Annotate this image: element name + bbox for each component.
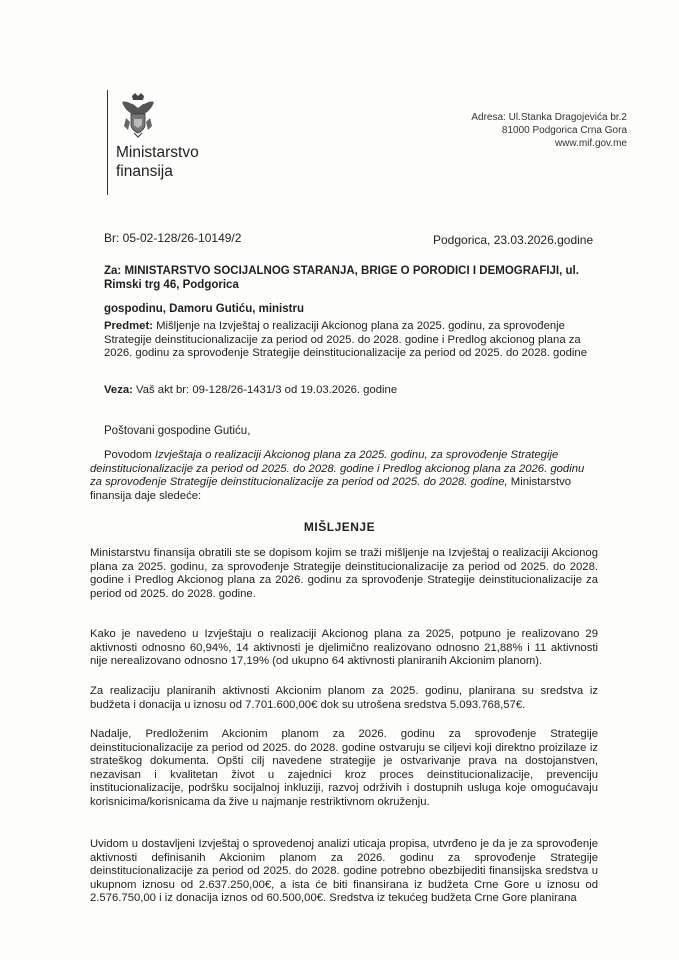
salutation: Poštovani gospodine Gutiću, [104,425,251,437]
letterhead-divider [107,90,108,195]
body-paragraph-3: Za realizaciju planiranih aktivnosti Akcionim planom za 2025. godinu, planirana su sredstva iz budžeta i donacija u iznosu od 7.701.600,00€ dok su utrošena sredstva 5.093.768,57€. [90,685,598,711]
reference [104,384,397,396]
body-paragraph-4: Nadalje, Predloženim Akcionim planom za 2026. godinu za sprovođenje Strategije deinstitucionalizacije za period od 2025. do 2028. godine ostvaruju se ciljevi koji direktno proizilaze iz strateškog dokumenta. Opšti cilj navedene strategije je ostvarivanje prava na dostojanstven, nezavisan i kvalitetan život u zajednici kroz proces deinstitucionalizacije, prevenciju institucionalizacije, podršku socijalnoj inkluziji, razvoj održivih i dostupnih usluga koje omogućavaju korisnicima/korisnicama da žive u najmanje restriktivnom okruženju. [90,728,598,808]
intro-lead: Povodom [104,449,152,461]
address-city: 81000 Podgorica Crna Gora [501,125,627,136]
coat-of-arms-icon [118,92,158,138]
recipient-person: gospodinu, Damoru Gutiću, ministru [104,303,304,315]
intro-italic: Izvještaja o realizaciji Akcionog plana za 2025. godinu, za sprovođenje Strategije deinstitucionalizacije za period od 2025. do 2028. godine i Predlog akcionog plana za 2026. godinu za sprovođenje Strategije deinstitucionalizacije za period od 2025. do 2028. godine, [90,449,585,488]
intro-paragraph [90,449,598,503]
reference-label: Veza: [104,384,133,396]
opinion-heading: MIŠLJENJE [303,520,376,534]
body-paragraph-2: Kako je navedeno u Izvještaju o realizaciji Akcionog plana za 2025, potpuno je realizovano 29 aktivnosti odnosno 60,94%, 14 aktivnosti je djelimično realizovano odnosno 21,88% i 11 aktivnosti nije nerealizovano odnosno 17,19% (od ukupno 64 aktivnosti planiranih Akcionim planom). [90,628,598,667]
reference-number: Br: 05-02-128/26-10149/2 [104,231,242,245]
subject [104,320,596,361]
ministry-name-line2: finansija [116,163,173,180]
address-website: www.mif.gov.me [554,138,627,149]
body-paragraph-1: Ministarstvu finansija obratili ste se dopisom kojim se traži mišljenje na Izvještaj o realizaciji Akcionog plana za 2025. godinu, za sprovođenje Strategije deinstitucionalizacije za period od 2025. do 2028. godine i Predlog Akcionog plana za 2026. godinu za sprovođenje Strategije deinstitucionalizacije za period od 2025. do 2028. godine. [90,547,598,600]
subject-label: Predmet: [104,320,153,332]
subject-text: Mišljenje na Izvještaj o realizaciji Akcionog plana za 2025. godinu, za sprovođenje Strategije deinstitucionalizacije za period od 2025. do 2028. godine i Predlog akcionog plana za 2026. godinu za sprovođenje Strategije deinstitucionalizacije za period od 2025. do 2028. godine [104,320,587,359]
recipient-line: Za: MINISTARSTVO SOCIJALNOG STARANJA, BRIGE O PORODICI I DEMOGRAFIJI, ul. Rimski trg 46, Podgorica [104,265,579,291]
ministry-name [116,143,199,181]
intro-tail: Ministarstvo finansija daje sledeće: [90,476,572,502]
ministry-address [471,111,627,150]
place-date: Podgorica, 23.03.2026.godine [433,233,594,247]
reference-text: Vaš akt br: 09-128/26-1431/3 od 19.03.2026. godine [136,384,398,396]
ministry-name-line1: Ministarstvo [116,144,199,161]
body-paragraph-5: Uvidom u dostavljeni Izvještaj o sprovedenoj analizi uticaja propisa, utvrđeno je da je za sprovođenje aktivnosti definisanih Akcionim planom za 2026. godinu za sprovođenje Strategije deinstitucionalizacije za period od 2025. do 2028. godine potrebno obezbijediti finansijska sredstva u ukupnom iznosu od 2.637.250,00€, a ista će biti finansirana iz budžeta Crne Gore u iznosu od 2.576.750,00 i iz donacija iznos od 60.500,00€. Sredstva iz tekućeg budžeta Crne Gore planirana [90,838,598,904]
address-street: Adresa: Ul.Stanka Dragojevića br.2 [471,112,627,123]
